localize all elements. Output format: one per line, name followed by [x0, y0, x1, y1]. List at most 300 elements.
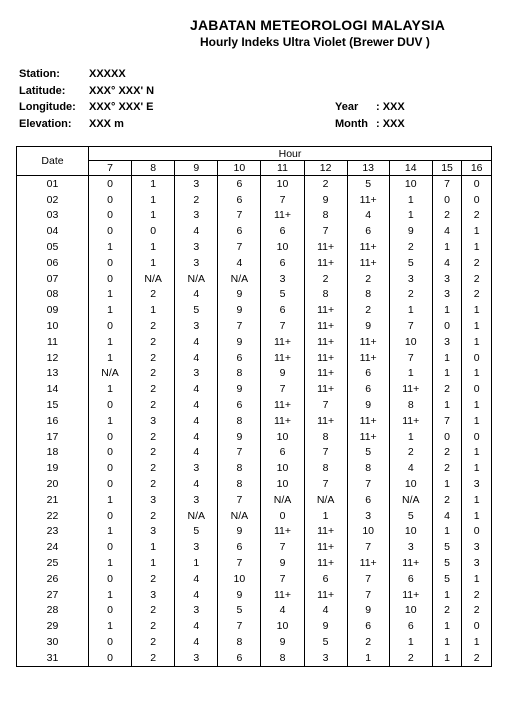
uv-value-cell: 10 — [389, 603, 432, 619]
uv-value-cell: 1 — [462, 460, 492, 476]
uv-value-cell: 0 — [462, 524, 492, 540]
uv-value-cell: 1 — [432, 587, 462, 603]
uv-table-body — [17, 176, 492, 667]
uv-value-cell: 2 — [304, 271, 347, 287]
uv-value-cell: 1 — [432, 239, 462, 255]
uv-value-cell: 4 — [218, 255, 261, 271]
uv-value-cell: 5 — [432, 571, 462, 587]
uv-value-cell: 6 — [218, 176, 261, 192]
uv-value-cell: 6 — [218, 397, 261, 413]
uv-value-cell: 3 — [261, 271, 304, 287]
uv-value-cell: 3 — [132, 587, 175, 603]
uv-value-cell: 1 — [432, 366, 462, 382]
table-row — [17, 381, 492, 397]
uv-value-cell: 11+ — [304, 381, 347, 397]
uv-value-cell: 2 — [132, 508, 175, 524]
date-cell: 29 — [17, 618, 89, 634]
hour-header-cell: 14 — [389, 161, 432, 176]
latitude-label: Latitude: — [19, 85, 66, 97]
uv-value-cell: 1 — [89, 555, 132, 571]
uv-value-cell: 7 — [304, 445, 347, 461]
uv-value-cell: 4 — [347, 208, 389, 224]
uv-value-cell: 4 — [175, 634, 218, 650]
uv-value-cell: 6 — [218, 223, 261, 239]
uv-value-cell: N/A — [304, 492, 347, 508]
uv-value-cell: 8 — [261, 650, 304, 666]
uv-value-cell: 4 — [389, 460, 432, 476]
uv-value-cell: 11+ — [304, 318, 347, 334]
uv-value-cell: 4 — [175, 397, 218, 413]
uv-value-cell: 2 — [132, 634, 175, 650]
uv-value-cell: 8 — [218, 460, 261, 476]
uv-value-cell: 7 — [261, 381, 304, 397]
uv-value-cell: 0 — [89, 429, 132, 445]
uv-value-cell: 8 — [304, 287, 347, 303]
date-cell: 11 — [17, 334, 89, 350]
date-cell: 04 — [17, 223, 89, 239]
uv-value-cell: 1 — [89, 302, 132, 318]
uv-value-cell: 0 — [462, 381, 492, 397]
table-row — [17, 239, 492, 255]
uv-value-cell: 9 — [261, 634, 304, 650]
date-cell: 10 — [17, 318, 89, 334]
uv-value-cell: 2 — [389, 445, 432, 461]
uv-value-cell: 3 — [347, 508, 389, 524]
uv-value-cell: 7 — [218, 239, 261, 255]
uv-value-cell: 6 — [389, 571, 432, 587]
uv-value-cell: 6 — [261, 445, 304, 461]
uv-value-cell: 11+ — [261, 350, 304, 366]
hour-header-cell: 10 — [218, 161, 261, 176]
uv-value-cell: 2 — [132, 397, 175, 413]
uv-value-cell: 6 — [347, 223, 389, 239]
uv-value-cell: 0 — [89, 460, 132, 476]
uv-value-cell: 9 — [347, 603, 389, 619]
uv-value-cell: 11+ — [389, 413, 432, 429]
uv-value-cell: 0 — [89, 208, 132, 224]
date-cell: 28 — [17, 603, 89, 619]
uv-value-cell: 3 — [432, 271, 462, 287]
uv-value-cell: 3 — [462, 555, 492, 571]
date-cell: 31 — [17, 650, 89, 666]
uv-value-cell: 1 — [132, 302, 175, 318]
date-cell: 12 — [17, 350, 89, 366]
elevation-label: Elevation: — [19, 118, 72, 130]
uv-value-cell: 1 — [389, 634, 432, 650]
uv-value-cell: 1 — [462, 223, 492, 239]
uv-value-cell: 6 — [261, 223, 304, 239]
uv-value-cell: 0 — [89, 650, 132, 666]
uv-value-cell: 11+ — [304, 587, 347, 603]
uv-value-cell: 0 — [89, 539, 132, 555]
table-row — [17, 223, 492, 239]
month-value: : XXX — [376, 118, 405, 130]
uv-value-cell: 3 — [432, 287, 462, 303]
uv-value-cell: 5 — [304, 634, 347, 650]
uv-value-cell: N/A — [132, 271, 175, 287]
uv-value-cell: 0 — [462, 350, 492, 366]
uv-value-cell: 1 — [89, 618, 132, 634]
uv-value-cell: 10 — [389, 334, 432, 350]
uv-value-cell: 2 — [462, 271, 492, 287]
uv-value-cell: 6 — [304, 571, 347, 587]
uv-value-cell: 0 — [132, 223, 175, 239]
date-cell: 30 — [17, 634, 89, 650]
uv-value-cell: N/A — [175, 508, 218, 524]
uv-value-cell: 1 — [462, 334, 492, 350]
uv-value-cell: 1 — [462, 366, 492, 382]
uv-value-cell: 3 — [175, 539, 218, 555]
uv-value-cell: 9 — [304, 192, 347, 208]
uv-value-cell: 3 — [132, 413, 175, 429]
uv-value-cell: 1 — [462, 634, 492, 650]
uv-value-cell: 7 — [261, 192, 304, 208]
uv-value-cell: 10 — [347, 524, 389, 540]
uv-value-cell: 2 — [175, 192, 218, 208]
uv-value-cell: 2 — [432, 460, 462, 476]
uv-value-cell: 2 — [462, 650, 492, 666]
uv-value-cell: 1 — [89, 587, 132, 603]
uv-value-cell: 1 — [462, 239, 492, 255]
uv-value-cell: 1 — [132, 176, 175, 192]
report-title: JABATAN METEOROLOGI MALAYSIA — [190, 17, 446, 33]
uv-value-cell: 7 — [261, 571, 304, 587]
uv-value-cell: 10 — [389, 476, 432, 492]
station-label: Station: — [19, 68, 60, 80]
table-row — [17, 650, 492, 666]
date-cell: 26 — [17, 571, 89, 587]
uv-value-cell: 11+ — [261, 334, 304, 350]
uv-value-cell: 10 — [389, 524, 432, 540]
uv-value-cell: 0 — [89, 397, 132, 413]
uv-value-cell: 3 — [389, 539, 432, 555]
uv-value-cell: 1 — [132, 539, 175, 555]
uv-value-cell: 2 — [462, 287, 492, 303]
report-subtitle: Hourly Indeks Ultra Violet (Brewer DUV ) — [200, 35, 430, 49]
uv-value-cell: 4 — [175, 476, 218, 492]
uv-value-cell: 7 — [347, 539, 389, 555]
uv-value-cell: 1 — [432, 618, 462, 634]
uv-value-cell: 10 — [261, 460, 304, 476]
uv-value-cell: 0 — [89, 255, 132, 271]
uv-value-cell: 11+ — [261, 413, 304, 429]
uv-value-cell: 1 — [175, 555, 218, 571]
hour-column-header: Hour — [89, 147, 492, 161]
table-row — [17, 208, 492, 224]
date-cell: 03 — [17, 208, 89, 224]
uv-value-cell: 2 — [432, 603, 462, 619]
uv-value-cell: 8 — [304, 460, 347, 476]
uv-value-cell: 5 — [389, 255, 432, 271]
uv-value-cell: 4 — [175, 429, 218, 445]
table-row — [17, 587, 492, 603]
uv-value-cell: 1 — [304, 508, 347, 524]
uv-value-cell: 11+ — [347, 334, 389, 350]
uv-value-cell: 0 — [432, 429, 462, 445]
uv-value-cell: 4 — [432, 508, 462, 524]
uv-index-table — [16, 146, 492, 667]
uv-value-cell: 1 — [462, 492, 492, 508]
uv-value-cell: 9 — [304, 618, 347, 634]
table-row — [17, 555, 492, 571]
uv-value-cell: 0 — [89, 271, 132, 287]
hour-header-cell: 16 — [462, 161, 492, 176]
uv-value-cell: 2 — [132, 445, 175, 461]
uv-value-cell: 7 — [432, 176, 462, 192]
uv-value-cell: 7 — [261, 539, 304, 555]
table-row — [17, 413, 492, 429]
uv-value-cell: 1 — [432, 350, 462, 366]
hour-header-cell: 11 — [261, 161, 304, 176]
date-cell: 08 — [17, 287, 89, 303]
uv-value-cell: 3 — [175, 176, 218, 192]
uv-value-cell: 2 — [132, 460, 175, 476]
hour-header-cell: 15 — [432, 161, 462, 176]
uv-value-cell: 4 — [175, 587, 218, 603]
uv-value-cell: 9 — [347, 397, 389, 413]
uv-value-cell: 4 — [175, 445, 218, 461]
uv-value-cell: 0 — [89, 508, 132, 524]
uv-value-cell: 3 — [389, 271, 432, 287]
uv-value-cell: 0 — [432, 192, 462, 208]
uv-value-cell: 1 — [432, 634, 462, 650]
table-row — [17, 460, 492, 476]
uv-value-cell: 8 — [347, 287, 389, 303]
uv-value-cell: 1 — [462, 413, 492, 429]
uv-value-cell: 2 — [432, 492, 462, 508]
uv-value-cell: 1 — [432, 302, 462, 318]
uv-value-cell: 2 — [132, 318, 175, 334]
uv-value-cell: 8 — [218, 413, 261, 429]
table-row — [17, 176, 492, 192]
uv-value-cell: 0 — [89, 476, 132, 492]
uv-value-cell: 8 — [218, 476, 261, 492]
uv-value-cell: 5 — [218, 603, 261, 619]
date-cell: 07 — [17, 271, 89, 287]
uv-value-cell: 1 — [89, 334, 132, 350]
uv-value-cell: 1 — [89, 381, 132, 397]
uv-value-cell: 9 — [218, 302, 261, 318]
uv-value-cell: 7 — [218, 208, 261, 224]
table-row — [17, 539, 492, 555]
uv-value-cell: 0 — [89, 318, 132, 334]
table-row — [17, 429, 492, 445]
uv-value-cell: 4 — [304, 603, 347, 619]
date-cell: 13 — [17, 366, 89, 382]
uv-value-cell: 2 — [132, 287, 175, 303]
uv-value-cell: 2 — [132, 476, 175, 492]
uv-value-cell: 2 — [462, 587, 492, 603]
uv-value-cell: 2 — [132, 429, 175, 445]
table-row — [17, 397, 492, 413]
uv-value-cell: 6 — [389, 618, 432, 634]
uv-value-cell: 1 — [89, 287, 132, 303]
date-cell: 02 — [17, 192, 89, 208]
uv-value-cell: 6 — [218, 539, 261, 555]
date-cell: 25 — [17, 555, 89, 571]
uv-value-cell: 1 — [389, 192, 432, 208]
uv-value-cell: 0 — [89, 634, 132, 650]
uv-value-cell: 6 — [218, 192, 261, 208]
uv-value-cell: 11+ — [261, 524, 304, 540]
uv-value-cell: 8 — [218, 366, 261, 382]
uv-value-cell: 11+ — [347, 255, 389, 271]
uv-value-cell: 2 — [462, 603, 492, 619]
uv-value-cell: 7 — [261, 318, 304, 334]
uv-value-cell: 4 — [175, 287, 218, 303]
uv-value-cell: 3 — [175, 318, 218, 334]
uv-value-cell: 1 — [462, 302, 492, 318]
uv-value-cell: 7 — [347, 587, 389, 603]
uv-value-cell: 2 — [347, 271, 389, 287]
uv-value-cell: 11+ — [304, 524, 347, 540]
uv-value-cell: 3 — [132, 492, 175, 508]
uv-value-cell: 1 — [389, 366, 432, 382]
uv-value-cell: 9 — [218, 334, 261, 350]
table-row — [17, 618, 492, 634]
date-cell: 05 — [17, 239, 89, 255]
uv-value-cell: 3 — [132, 524, 175, 540]
uv-value-cell: 1 — [89, 239, 132, 255]
uv-value-cell: 1 — [89, 350, 132, 366]
uv-value-cell: 9 — [218, 524, 261, 540]
uv-value-cell: 6 — [347, 618, 389, 634]
uv-value-cell: 5 — [175, 302, 218, 318]
uv-value-cell: 2 — [462, 208, 492, 224]
uv-value-cell: 2 — [132, 350, 175, 366]
uv-value-cell: 0 — [462, 618, 492, 634]
uv-value-cell: 1 — [462, 571, 492, 587]
hour-header-cell: 7 — [89, 161, 132, 176]
uv-value-cell: 7 — [347, 476, 389, 492]
uv-value-cell: 8 — [304, 429, 347, 445]
uv-value-cell: 1 — [462, 445, 492, 461]
year-label: Year — [335, 101, 359, 113]
uv-value-cell: 3 — [175, 239, 218, 255]
uv-value-cell: 4 — [175, 571, 218, 587]
uv-value-cell: 2 — [389, 287, 432, 303]
uv-value-cell: 3 — [462, 476, 492, 492]
uv-value-cell: 0 — [89, 223, 132, 239]
uv-value-cell: 0 — [462, 192, 492, 208]
uv-value-cell: 11+ — [389, 555, 432, 571]
uv-value-cell: 5 — [175, 524, 218, 540]
hour-header-cell: 13 — [347, 161, 389, 176]
uv-value-cell: 2 — [347, 302, 389, 318]
uv-value-cell: 1 — [432, 397, 462, 413]
hour-header-cell: 8 — [132, 161, 175, 176]
uv-value-cell: 1 — [89, 524, 132, 540]
uv-value-cell: 10 — [261, 429, 304, 445]
uv-value-cell: 11+ — [304, 555, 347, 571]
uv-value-cell: 10 — [261, 618, 304, 634]
uv-value-cell: 3 — [175, 255, 218, 271]
uv-value-cell: 8 — [347, 460, 389, 476]
uv-value-cell: N/A — [175, 271, 218, 287]
uv-value-cell: 5 — [432, 555, 462, 571]
uv-value-cell: 11+ — [347, 429, 389, 445]
table-row — [17, 492, 492, 508]
uv-value-cell: 1 — [132, 555, 175, 571]
uv-value-cell: 2 — [432, 381, 462, 397]
uv-value-cell: 11+ — [304, 413, 347, 429]
uv-value-cell: 2 — [132, 381, 175, 397]
uv-value-cell: 3 — [175, 208, 218, 224]
uv-value-cell: 11+ — [347, 555, 389, 571]
uv-value-cell: 2 — [132, 571, 175, 587]
uv-value-cell: 11+ — [347, 192, 389, 208]
uv-value-cell: 3 — [175, 650, 218, 666]
uv-value-cell: 2 — [132, 366, 175, 382]
date-cell: 27 — [17, 587, 89, 603]
uv-value-cell: 1 — [132, 192, 175, 208]
date-cell: 15 — [17, 397, 89, 413]
table-row — [17, 350, 492, 366]
uv-value-cell: 2 — [304, 176, 347, 192]
uv-value-cell: 5 — [261, 287, 304, 303]
uv-value-cell: 0 — [261, 508, 304, 524]
uv-value-cell: 4 — [261, 603, 304, 619]
table-row — [17, 524, 492, 540]
table-row — [17, 255, 492, 271]
uv-value-cell: 1 — [462, 508, 492, 524]
uv-value-cell: 3 — [462, 539, 492, 555]
uv-value-cell: 3 — [304, 650, 347, 666]
uv-value-cell: 0 — [462, 176, 492, 192]
table-row — [17, 476, 492, 492]
uv-value-cell: N/A — [218, 271, 261, 287]
longitude-label: Longitude: — [19, 101, 76, 113]
date-cell: 09 — [17, 302, 89, 318]
uv-value-cell: 6 — [218, 350, 261, 366]
uv-value-cell: 11+ — [261, 397, 304, 413]
uv-value-cell: 9 — [347, 318, 389, 334]
longitude-value: XXX° XXX' E — [89, 101, 154, 113]
date-cell: 14 — [17, 381, 89, 397]
uv-value-cell: 3 — [175, 603, 218, 619]
uv-value-cell: 3 — [432, 334, 462, 350]
uv-value-cell: 0 — [432, 318, 462, 334]
uv-value-cell: 7 — [218, 492, 261, 508]
uv-value-cell: 11+ — [347, 350, 389, 366]
uv-value-cell: 11+ — [304, 366, 347, 382]
uv-value-cell: N/A — [89, 366, 132, 382]
uv-value-cell: 1 — [89, 492, 132, 508]
uv-value-cell: 9 — [389, 223, 432, 239]
uv-value-cell: 2 — [389, 650, 432, 666]
date-cell: 19 — [17, 460, 89, 476]
date-cell: 21 — [17, 492, 89, 508]
uv-value-cell: 7 — [218, 318, 261, 334]
uv-value-cell: 7 — [218, 618, 261, 634]
uv-value-cell: 7 — [389, 318, 432, 334]
uv-value-cell: 1 — [132, 208, 175, 224]
uv-value-cell: 7 — [218, 555, 261, 571]
uv-value-cell: 3 — [175, 366, 218, 382]
uv-value-cell: 0 — [89, 445, 132, 461]
uv-value-cell: N/A — [218, 508, 261, 524]
uv-value-cell: 7 — [304, 223, 347, 239]
uv-value-cell: 0 — [462, 429, 492, 445]
uv-value-cell: 1 — [432, 524, 462, 540]
table-row — [17, 445, 492, 461]
table-row — [17, 287, 492, 303]
date-cell: 20 — [17, 476, 89, 492]
uv-value-cell: 11+ — [347, 413, 389, 429]
table-row — [17, 271, 492, 287]
uv-value-cell: 1 — [132, 239, 175, 255]
uv-value-cell: 1 — [462, 397, 492, 413]
